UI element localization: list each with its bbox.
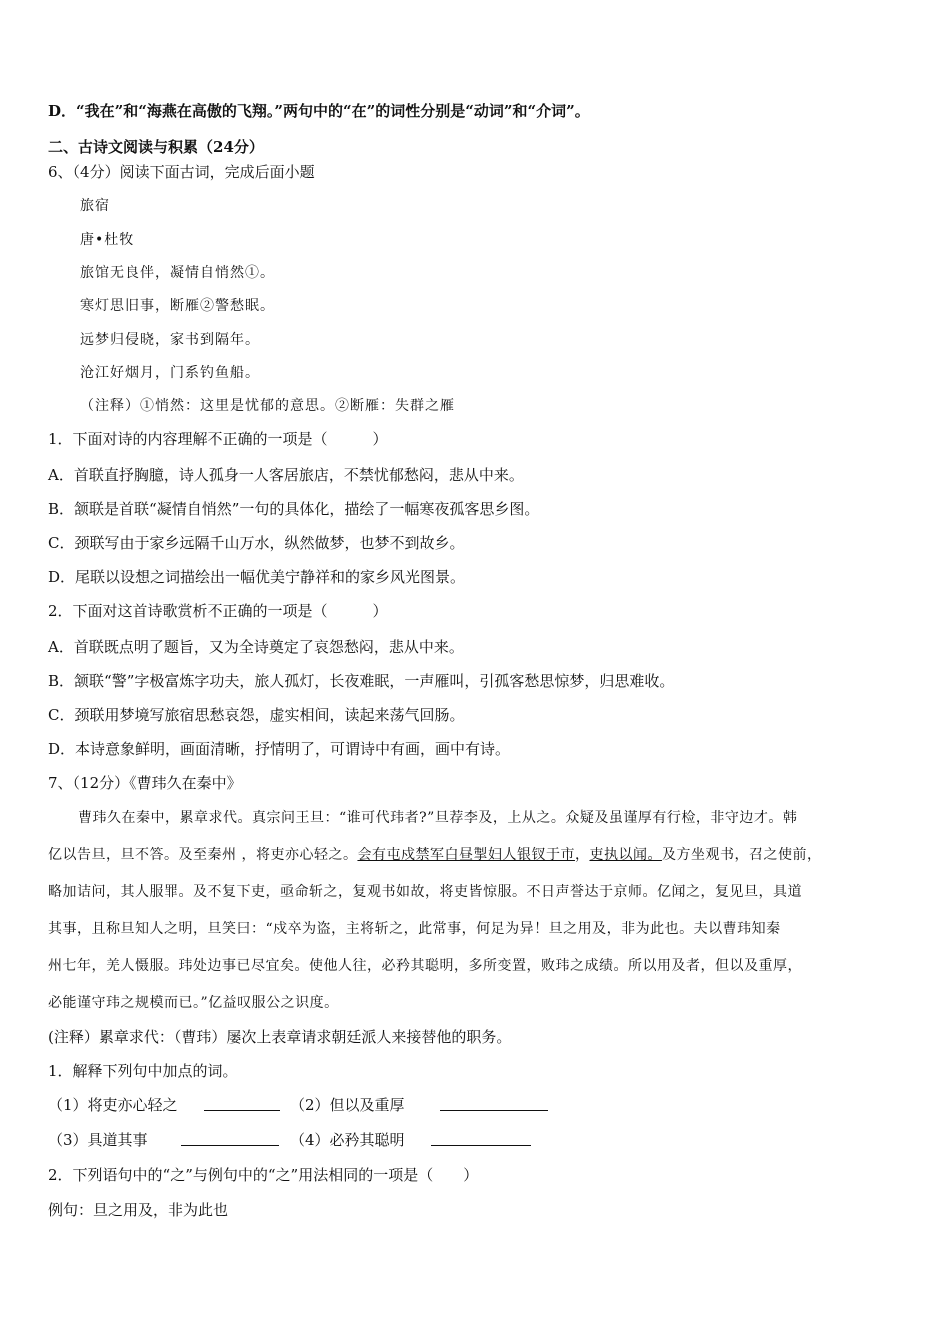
option: A．首联直抒胸臆，诗人孤身一人客居旅店，不禁忧郁愁闷，悲从中来。 — [48, 466, 524, 484]
passage-underlined: 会有屯戍禁军白昼掣妇人银钗于市 — [357, 847, 575, 863]
q7-sub1-stem: 1．解释下列句中加点的词。 — [48, 1062, 238, 1080]
poem-line: 旅馆无良伴，凝情自悄然①。 — [80, 265, 275, 281]
q7-header: 7、（12分）《曹玮久在秦中》 — [48, 774, 242, 792]
blank-item-3 — [48, 1130, 148, 1150]
poem-author: 唐•杜牧 — [80, 232, 135, 248]
option: D．本诗意象鲜明，画面清晰，抒情明了，可谓诗中有画，画中有诗。 — [48, 740, 511, 758]
option: C．颈联用梦境写旅宿思愁哀怨，虚实相间，读起来荡气回肠。 — [48, 706, 465, 724]
passage-line: 州七年，羌人慑服。玮处边事已尽宜矣。使他人往，必矜其聪明，多所变置，败玮之成绩。所以用及者，但以及重厚， — [48, 958, 802, 974]
answer-blank[interactable] — [204, 1095, 280, 1111]
poem-title: 旅宿 — [80, 198, 110, 214]
item-label: （3）具道其事 — [48, 1131, 148, 1149]
passage-line — [48, 845, 821, 865]
blank-item-4 — [290, 1130, 405, 1150]
item-label: （1）将吏亦心轻之 — [48, 1096, 178, 1114]
answer-blank[interactable] — [440, 1095, 548, 1111]
passage-text: ， — [574, 847, 590, 863]
option: B．颔联“警”字极富炼字功夫，旅人孤灯，长夜难眠，一声雁叫，引孤客愁思惊梦，归思难收。 — [48, 672, 675, 690]
blank-item-2 — [290, 1095, 405, 1115]
option-d-line: D．“我在”和“海燕在高傲的飞翔。”两句中的“在”的词性分别是“动词”和“介词”。 — [48, 102, 590, 120]
poem-line: 沧江好烟月，门系钓鱼船。 — [80, 365, 260, 381]
poem-line: 远梦归侵晓，家书到隔年。 — [80, 332, 260, 348]
passage-text: 亿以告旦，旦不答。及至秦州 ，将吏亦心轻之。 — [48, 847, 358, 863]
passage-underlined: 吏执以闻。 — [589, 847, 662, 863]
item-label: （2）但以及重厚 — [290, 1096, 405, 1114]
option: C．颈联写由于家乡远隔千山万水，纵然做梦，也梦不到故乡。 — [48, 534, 465, 552]
example-sentence: 例句：旦之用及，非为此也 — [48, 1201, 229, 1219]
passage-line: 曹玮久在秦中，累章求代。真宗问王旦：“谁可代玮者?”旦荐李及，上从之。众疑及虽谨厚有行检，非守边才。韩 — [78, 810, 798, 826]
passage-line: 必能谨守玮之规模而已。”亿益叹服公之识度。 — [48, 995, 339, 1011]
answer-blank[interactable] — [431, 1130, 531, 1146]
q6-sub1-stem: 1．下面对诗的内容理解不正确的一项是（ ） — [48, 430, 388, 448]
passage-line: 略加诘问，其人服罪。及不复下吏，亟命斩之，复观书如故，将吏皆惊服。不日声誉达于京师。亿闻之，复见旦，具道 — [48, 884, 802, 900]
item-label: （4）必矜其聪明 — [290, 1131, 405, 1149]
q6-sub2-stem: 2．下面对这首诗歌赏析不正确的一项是（ ） — [48, 602, 388, 620]
passage-text: 及方坐观书，召之使前， — [661, 847, 822, 863]
q7-note: (注释）累章求代：（曹玮）屡次上表章请求朝廷派人来接替他的职务。 — [48, 1028, 512, 1046]
poem-line: 寒灯思旧事，断雁②警愁眠。 — [80, 298, 275, 314]
option: D．尾联以设想之词描绘出一幅优美宁静祥和的家乡风光图景。 — [48, 568, 466, 586]
section-title: 二、古诗文阅读与积累（24分） — [48, 138, 264, 156]
option: B．颔联是首联“凝情自悄然”一句的具体化，描绘了一幅寒夜孤客思乡图。 — [48, 500, 540, 518]
poem-note: （注释）①悄然：这里是忧郁的意思。②断雁：失群之雁 — [80, 398, 455, 414]
answer-blank[interactable] — [181, 1130, 279, 1146]
blank-item-1 — [48, 1095, 178, 1115]
passage-line: 其事，且称旦知人之明，旦笑曰：“戍卒为盗，主将斩之，此常事，何足为异！旦之用及，非为此也。夫以曹玮知秦 — [48, 921, 781, 937]
option: A．首联既点明了题旨，又为全诗奠定了哀怨愁闷，悲从中来。 — [48, 638, 464, 656]
q7-sub2-stem: 2．下列语句中的“之”与例句中的“之”用法相同的一项是（ ） — [48, 1166, 479, 1184]
q6-header: 6、（4分）阅读下面古词，完成后面小题 — [48, 163, 315, 181]
